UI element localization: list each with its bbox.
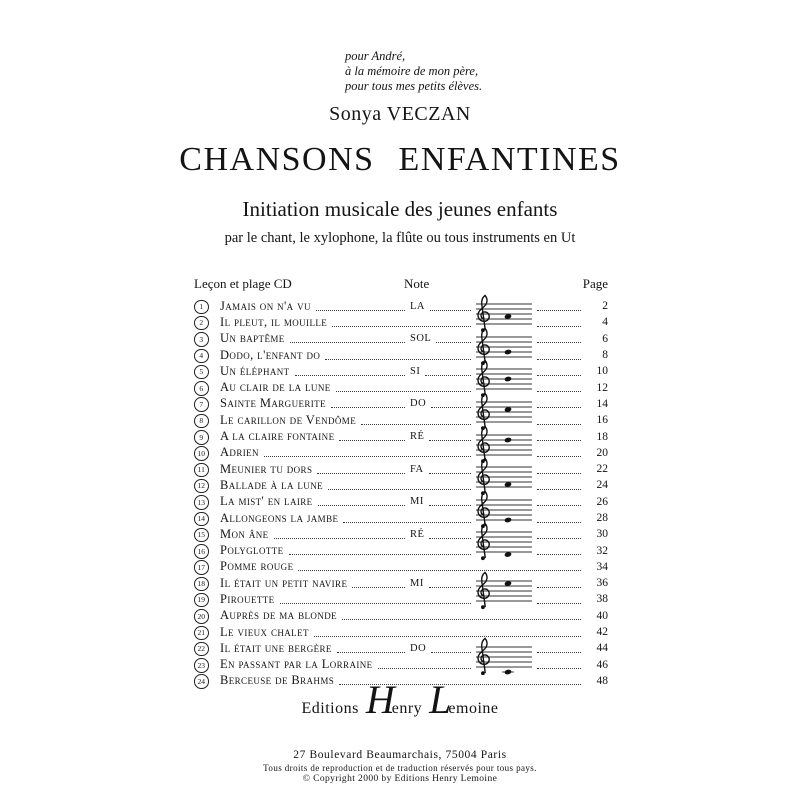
toc-row-pair [194,298,608,331]
lesson-number-circle: 21 [194,626,209,641]
dot-leader [289,554,471,555]
dot-leader [325,359,471,360]
dot-leader [332,326,471,327]
song-title: Meunier tu dors [220,461,313,476]
dot-leader [537,391,581,392]
note-cell [408,578,474,589]
toc-row-pair [194,526,608,559]
dot-leader [429,538,471,539]
song-title: Le vieux chalet [220,624,309,639]
dot-leader [274,538,405,539]
dot-leader [436,342,471,343]
row-mid [220,380,474,395]
page-number: 4 [602,316,608,329]
dot-leader [537,668,581,669]
toc-row [194,314,608,330]
dot-leader [343,522,471,523]
page-number: 32 [596,544,608,557]
note-head [504,349,512,355]
lesson-number-circle: 5 [194,365,209,380]
song-title: Dodo, l'enfant do [220,347,321,362]
song-title: Adrien [220,445,259,460]
page-number: 14 [596,397,608,410]
lesson-number [194,429,220,445]
note-name: DO [410,398,427,410]
lesson-number [194,608,220,624]
toc-row [194,559,608,575]
toc-row-pair [194,461,608,494]
dot-leader [537,424,581,425]
lesson-number [194,494,220,510]
toc-row [194,510,608,526]
row-mid [220,592,474,607]
toc-row [194,331,608,347]
song-title: Polyglotte [220,543,284,558]
page-title: CHANSONS ENFANTINES [179,141,621,178]
toc-row [194,396,608,412]
dot-leader [290,342,405,343]
treble-staff-icon [474,519,534,565]
dot-leader [537,505,581,506]
page-number: 6 [602,332,608,345]
note-name: SI [410,365,421,377]
song-title: Jamais on n'a vu [220,298,311,313]
page-number: 30 [596,528,608,541]
note-cell [408,431,474,442]
lesson-number [194,445,220,461]
lesson-number-circle: 22 [194,642,209,657]
toc-row-pair [194,363,608,396]
toc-row [194,591,608,607]
note-name: MI [410,577,424,589]
lesson-number-circle: 24 [194,674,209,689]
toc-row-pair [194,494,608,527]
dot-leader [537,342,581,343]
song-title: Il était un petit navire [220,575,348,590]
note-cell [408,464,474,475]
dot-leader [361,424,471,425]
song-title: Auprès de ma blonde [220,608,338,623]
dot-leader [314,636,581,637]
page-number: 24 [596,479,608,492]
toc-row [194,542,608,558]
row-mid [220,429,408,444]
dot-leader [331,407,405,408]
toc-row [194,445,608,461]
toc-rows [194,298,608,689]
copyright-notice: © Copyright 2000 by Editions Henry Lemoine [302,774,498,784]
dot-leader [337,652,405,653]
lesson-number [194,673,220,689]
lesson-number [194,575,220,591]
dedication-line: à la mémoire de mon père, [345,64,479,78]
dot-leader [328,489,471,490]
dot-leader [316,310,405,311]
dot-leader [537,522,581,523]
page-number: 36 [596,577,608,590]
toc-row [194,379,608,395]
page-number: 10 [596,365,608,378]
lesson-number [194,380,220,396]
lesson-number-circle: 8 [194,414,209,429]
note-name: SOL [410,333,432,345]
lesson-number [194,477,220,493]
dot-leader [317,473,405,474]
note-cell [408,366,474,377]
toc-row [194,347,608,363]
lesson-number-circle: 15 [194,528,209,543]
lesson-number [194,412,220,428]
page-number: 44 [596,642,608,655]
dot-leader [429,505,471,506]
song-title: Il pleut, il mouille [220,314,328,329]
row-mid [220,527,408,542]
song-title: Pirouette [220,591,275,606]
instrumentation-line: par le chant, le xylophone, la flûte ou tous instruments en Ut [224,230,576,246]
subtitle: Initiation musicale des jeunes enfants [242,197,558,221]
song-title: Un baptême [220,331,285,346]
lesson-number-circle: 6 [194,381,209,396]
toc-row [194,673,608,689]
toc-row [194,298,608,314]
toc-row [194,575,608,591]
toc-header-lesson: Leçon et plage CD [194,276,292,291]
note-name: MI [410,496,424,508]
song-title: Il était une bergère [220,640,332,655]
song-title: A la claire fontaine [220,429,335,444]
dot-leader [339,440,405,441]
lesson-number-circle: 12 [194,479,209,494]
dot-leader [537,359,581,360]
song-title: Un éléphant [220,363,290,378]
song-title: Mon âne [220,526,269,541]
lesson-number [194,510,220,526]
note-head [504,669,512,675]
lesson-number [194,396,220,412]
lesson-number-circle: 18 [194,577,209,592]
page-number: 16 [596,414,608,427]
publisher-logo: Editions H enry L emoine [301,677,499,722]
page-number: 38 [596,593,608,606]
dot-leader [537,407,581,408]
toc-row-pair [194,428,608,461]
row-mid [220,396,408,411]
lesson-number [194,657,220,673]
page-number: 46 [596,658,608,671]
dot-leader [280,603,471,604]
row-mid [220,299,408,314]
song-title: Pomme rouge [220,559,294,574]
row-mid [220,543,474,558]
row-mid [220,445,474,460]
page-number: 18 [596,430,608,443]
lesson-number [194,559,220,575]
rights-notice: Tous droits de reproduction et de traduction réservés pour tous pays. [263,763,537,773]
lesson-number [194,526,220,542]
lesson-number [194,331,220,347]
lesson-number [194,624,220,640]
lesson-number [194,591,220,607]
toc-row [194,477,608,493]
note-cell [408,529,474,540]
dot-leader [537,440,581,441]
toc-row [194,526,608,542]
song-title: Au clair de la lune [220,380,331,395]
toc-row [194,494,608,510]
toc-header [194,276,608,298]
dot-leader [342,619,581,620]
page-number: 26 [596,495,608,508]
lesson-number-circle: 20 [194,609,209,624]
dot-leader [537,375,581,376]
dot-leader [429,587,471,588]
toc-row [194,640,608,656]
dot-leader [336,391,471,392]
song-title: Allongeons la jambe [220,510,339,525]
dot-leader [431,407,471,408]
song-title: Sainte Marguerite [220,396,326,411]
toc-row [194,412,608,428]
page-number: 2 [602,300,608,313]
row-mid [220,576,408,591]
dedication [345,49,482,94]
note-cell [408,398,474,409]
toc-header-note: Note [404,276,430,291]
dot-leader [537,473,581,474]
lesson-number-circle: 14 [194,512,209,527]
note-name: LA [410,300,425,312]
note-cell [408,333,474,344]
toc-row [194,363,608,379]
note-name: FA [410,463,424,475]
dedication-line: pour tous mes petits élèves. [345,79,483,93]
lesson-number-circle: 4 [194,349,209,364]
dedication-line: pour André, [345,49,406,63]
toc-header-page: Page [582,276,608,291]
lesson-number [194,347,220,363]
note-name: RÉ [410,431,425,443]
lesson-number-circle: 7 [194,397,209,412]
note-cell [408,301,474,312]
toc-row-pair [194,331,608,364]
dot-leader [295,375,405,376]
toc-row-pair [194,396,608,429]
dot-leader [537,456,581,457]
note-name: RÉ [410,528,425,540]
page-number: 8 [602,349,608,362]
lesson-number-circle: 9 [194,430,209,445]
author-name: Sonya VECZAN [329,103,471,125]
row-mid [220,315,474,330]
note-head [504,377,512,383]
row-mid [220,511,474,526]
song-title: En passant par la Lorraine [220,657,373,672]
dot-leader [429,440,471,441]
row-mid [220,462,408,477]
dot-leader [430,310,471,311]
dot-leader [537,310,581,311]
toc-row [194,657,608,673]
dot-leader [537,603,581,604]
lesson-number [194,314,220,330]
toc-row [194,624,608,640]
lesson-number-circle: 13 [194,495,209,510]
dot-leader [352,587,405,588]
lesson-number [194,298,220,314]
row-mid [220,657,474,672]
logo-henry-rest: enry [391,700,423,717]
dot-leader [298,570,581,571]
toc-row [194,461,608,477]
note-cell [408,496,474,507]
table-of-contents [194,276,608,689]
page-number: 34 [596,560,608,573]
dot-leader [537,587,581,588]
page-number: 42 [596,626,608,639]
lesson-number [194,461,220,477]
lesson-number [194,640,220,656]
publisher-address: 27 Boulevard Beaumarchais, 75004 Paris [293,749,507,761]
treble-staff-icon [474,634,534,680]
page-number: 12 [596,381,608,394]
row-mid [220,494,408,509]
note-cell [408,643,474,654]
dot-leader [425,375,471,376]
song-title: Le carillon de Vendôme [220,412,357,427]
toc-row-pair [194,575,608,608]
lesson-number-circle: 16 [194,544,209,559]
dot-leader [378,668,471,669]
lesson-number-circle: 23 [194,658,209,673]
dot-leader [264,456,471,457]
row-mid [220,331,408,346]
page-number: 48 [596,674,608,687]
note-name: DO [410,642,427,654]
dot-leader [537,554,581,555]
dot-leader [537,652,581,653]
dot-leader [537,326,581,327]
lesson-number [194,543,220,559]
toc-row-pair [194,640,608,673]
lesson-number-circle: 1 [194,300,209,315]
note-head [504,437,512,443]
row-mid [220,478,474,493]
dot-leader [318,505,405,506]
logo-lemoine-rest: emoine [448,700,499,717]
toc-row [194,608,608,624]
lesson-number-circle: 2 [194,316,209,331]
song-title: Berceuse de Brahms [220,673,335,688]
dot-leader [431,652,471,653]
page-number: 40 [596,609,608,622]
song-title: Ballade à la lune [220,477,323,492]
toc-row [194,428,608,444]
page-number: 28 [596,512,608,524]
dot-leader [429,473,471,474]
song-title: La mist' en laire [220,494,313,509]
lesson-number-circle: 11 [194,463,209,478]
dot-leader [537,538,581,539]
lesson-number-circle: 10 [194,446,209,461]
lesson-number [194,363,220,379]
page-number: 22 [596,463,608,476]
row-mid [220,364,408,379]
row-mid [220,413,474,428]
page-number: 20 [596,446,608,459]
lesson-number-circle: 17 [194,560,209,575]
lesson-number-circle: 3 [194,332,209,347]
treble-staff-icon [474,568,534,614]
row-mid [220,348,474,363]
lesson-number-circle: 19 [194,593,209,608]
row-mid [220,641,408,656]
logo-editions: Editions [301,700,359,717]
dot-leader [537,489,581,490]
